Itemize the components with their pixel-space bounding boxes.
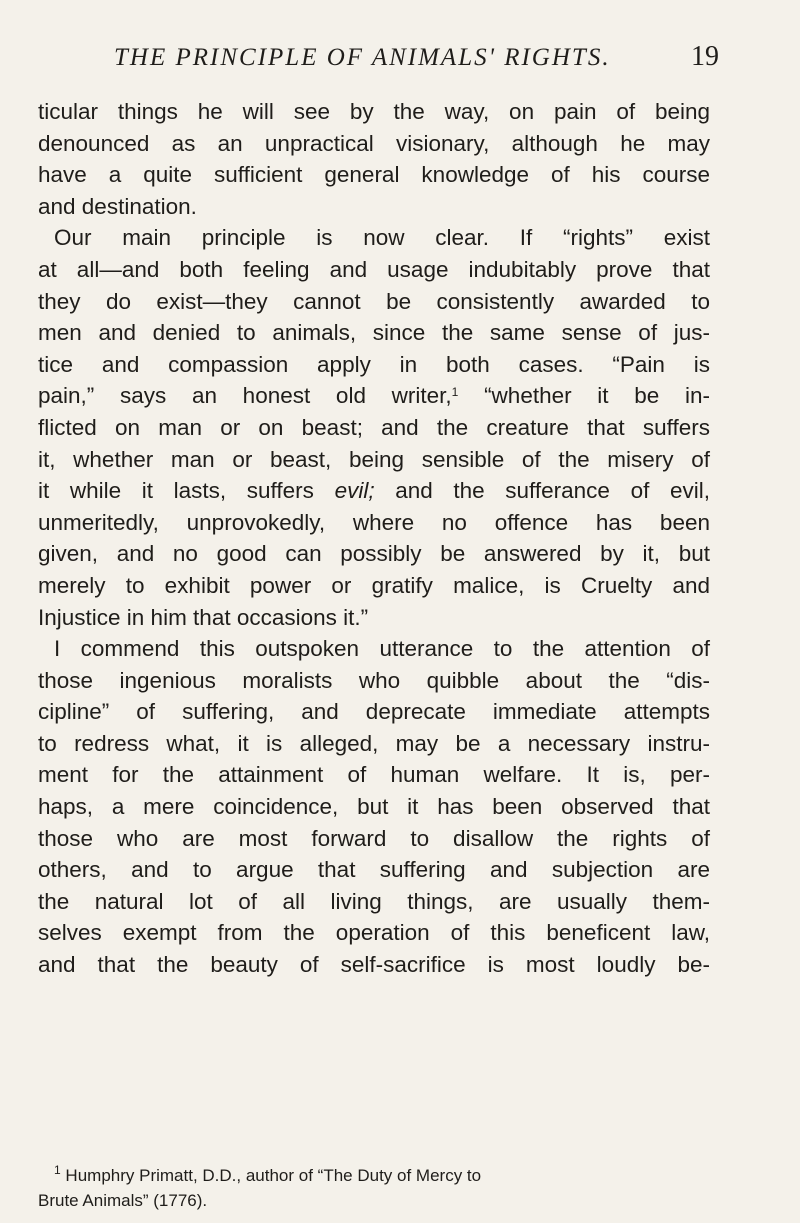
text-line: those ingenious moralists who quibble about the “dis- bbox=[38, 667, 710, 693]
text-line-with-footnote-ref bbox=[38, 380, 710, 412]
text-line: the natural lot of all living things, are usually them- bbox=[38, 888, 710, 914]
page-number: 19 bbox=[691, 41, 719, 72]
footnote bbox=[38, 1163, 710, 1213]
text-line: selves exempt from the operation of this beneficent law, bbox=[38, 920, 710, 946]
body-text bbox=[38, 96, 710, 981]
text-line: flicted on man or on beast; and the creature that suffers bbox=[38, 414, 710, 440]
text-line: denounced as an unpractical visionary, although he may bbox=[38, 130, 710, 156]
footnote-marker: 1 bbox=[54, 1163, 61, 1177]
running-title: THE PRINCIPLE OF ANIMALS' RIGHTS. bbox=[114, 44, 611, 71]
text-line: to redress what, it is alleged, may be a necessary instru- bbox=[38, 730, 710, 756]
line-segment: and the sufferance of evil, bbox=[395, 478, 710, 504]
text-line: have a quite sufficient general knowledge of his course bbox=[38, 162, 710, 188]
text-line-with-italic bbox=[38, 475, 710, 507]
footnote-text: Humphry Primatt, D.D., author of “The Duty of Mercy to bbox=[65, 1166, 482, 1185]
paragraph-start-line: I commend this outspoken utterance to the attention of bbox=[54, 636, 710, 662]
line-segment: pain,” says an honest old writer, bbox=[38, 383, 452, 409]
text-line: they do exist—they cannot be consistently awarded to bbox=[38, 288, 710, 314]
text-line: and destination. bbox=[38, 193, 197, 219]
text-line: and that the beauty of self-sacrifice is most loudly be- bbox=[38, 952, 710, 978]
text-line: ticular things he will see by the way, on pain of being bbox=[38, 99, 710, 124]
text-line: others, and to argue that suffering and subjection are bbox=[38, 857, 710, 883]
text-line: tice and compassion apply in both cases. “Pain is bbox=[38, 351, 710, 377]
line-segment: “whether it be in- bbox=[484, 383, 710, 409]
text-line: men and denied to animals, since the same sense of jus- bbox=[38, 320, 710, 346]
footnote-ref-marker: 1 bbox=[451, 385, 459, 400]
text-line: haps, a mere coincidence, but it has been observed that bbox=[38, 794, 710, 820]
footnote-line: Brute Animals” (1776). bbox=[38, 1191, 208, 1210]
running-head bbox=[114, 38, 719, 77]
text-line: ment for the attainment of human welfare. It is, per- bbox=[38, 762, 710, 788]
text-line: at all—and both feeling and usage indubitably prove that bbox=[38, 256, 710, 282]
text-line: unmeritedly, unprovokedly, where no offence has been bbox=[38, 509, 710, 535]
paragraph-start-line: Our main principle is now clear. If “rights” exist bbox=[54, 225, 710, 251]
text-line: Injustice in him that occasions it.” bbox=[38, 604, 369, 630]
footnote-line bbox=[38, 1163, 710, 1188]
text-line: given, and no good can possibly be answered by it, but bbox=[38, 541, 710, 567]
italic-emphasis: evil; bbox=[334, 478, 375, 504]
text-line: merely to exhibit power or gratify malice, is Cruelty and bbox=[38, 572, 710, 598]
line-segment: it while it lasts, suffers bbox=[38, 478, 314, 504]
text-line: cipline” of suffering, and deprecate immediate attempts bbox=[38, 699, 710, 725]
text-line: it, whether man or beast, being sensible of the misery of bbox=[38, 446, 710, 472]
text-line: those who are most forward to disallow the rights of bbox=[38, 825, 710, 851]
